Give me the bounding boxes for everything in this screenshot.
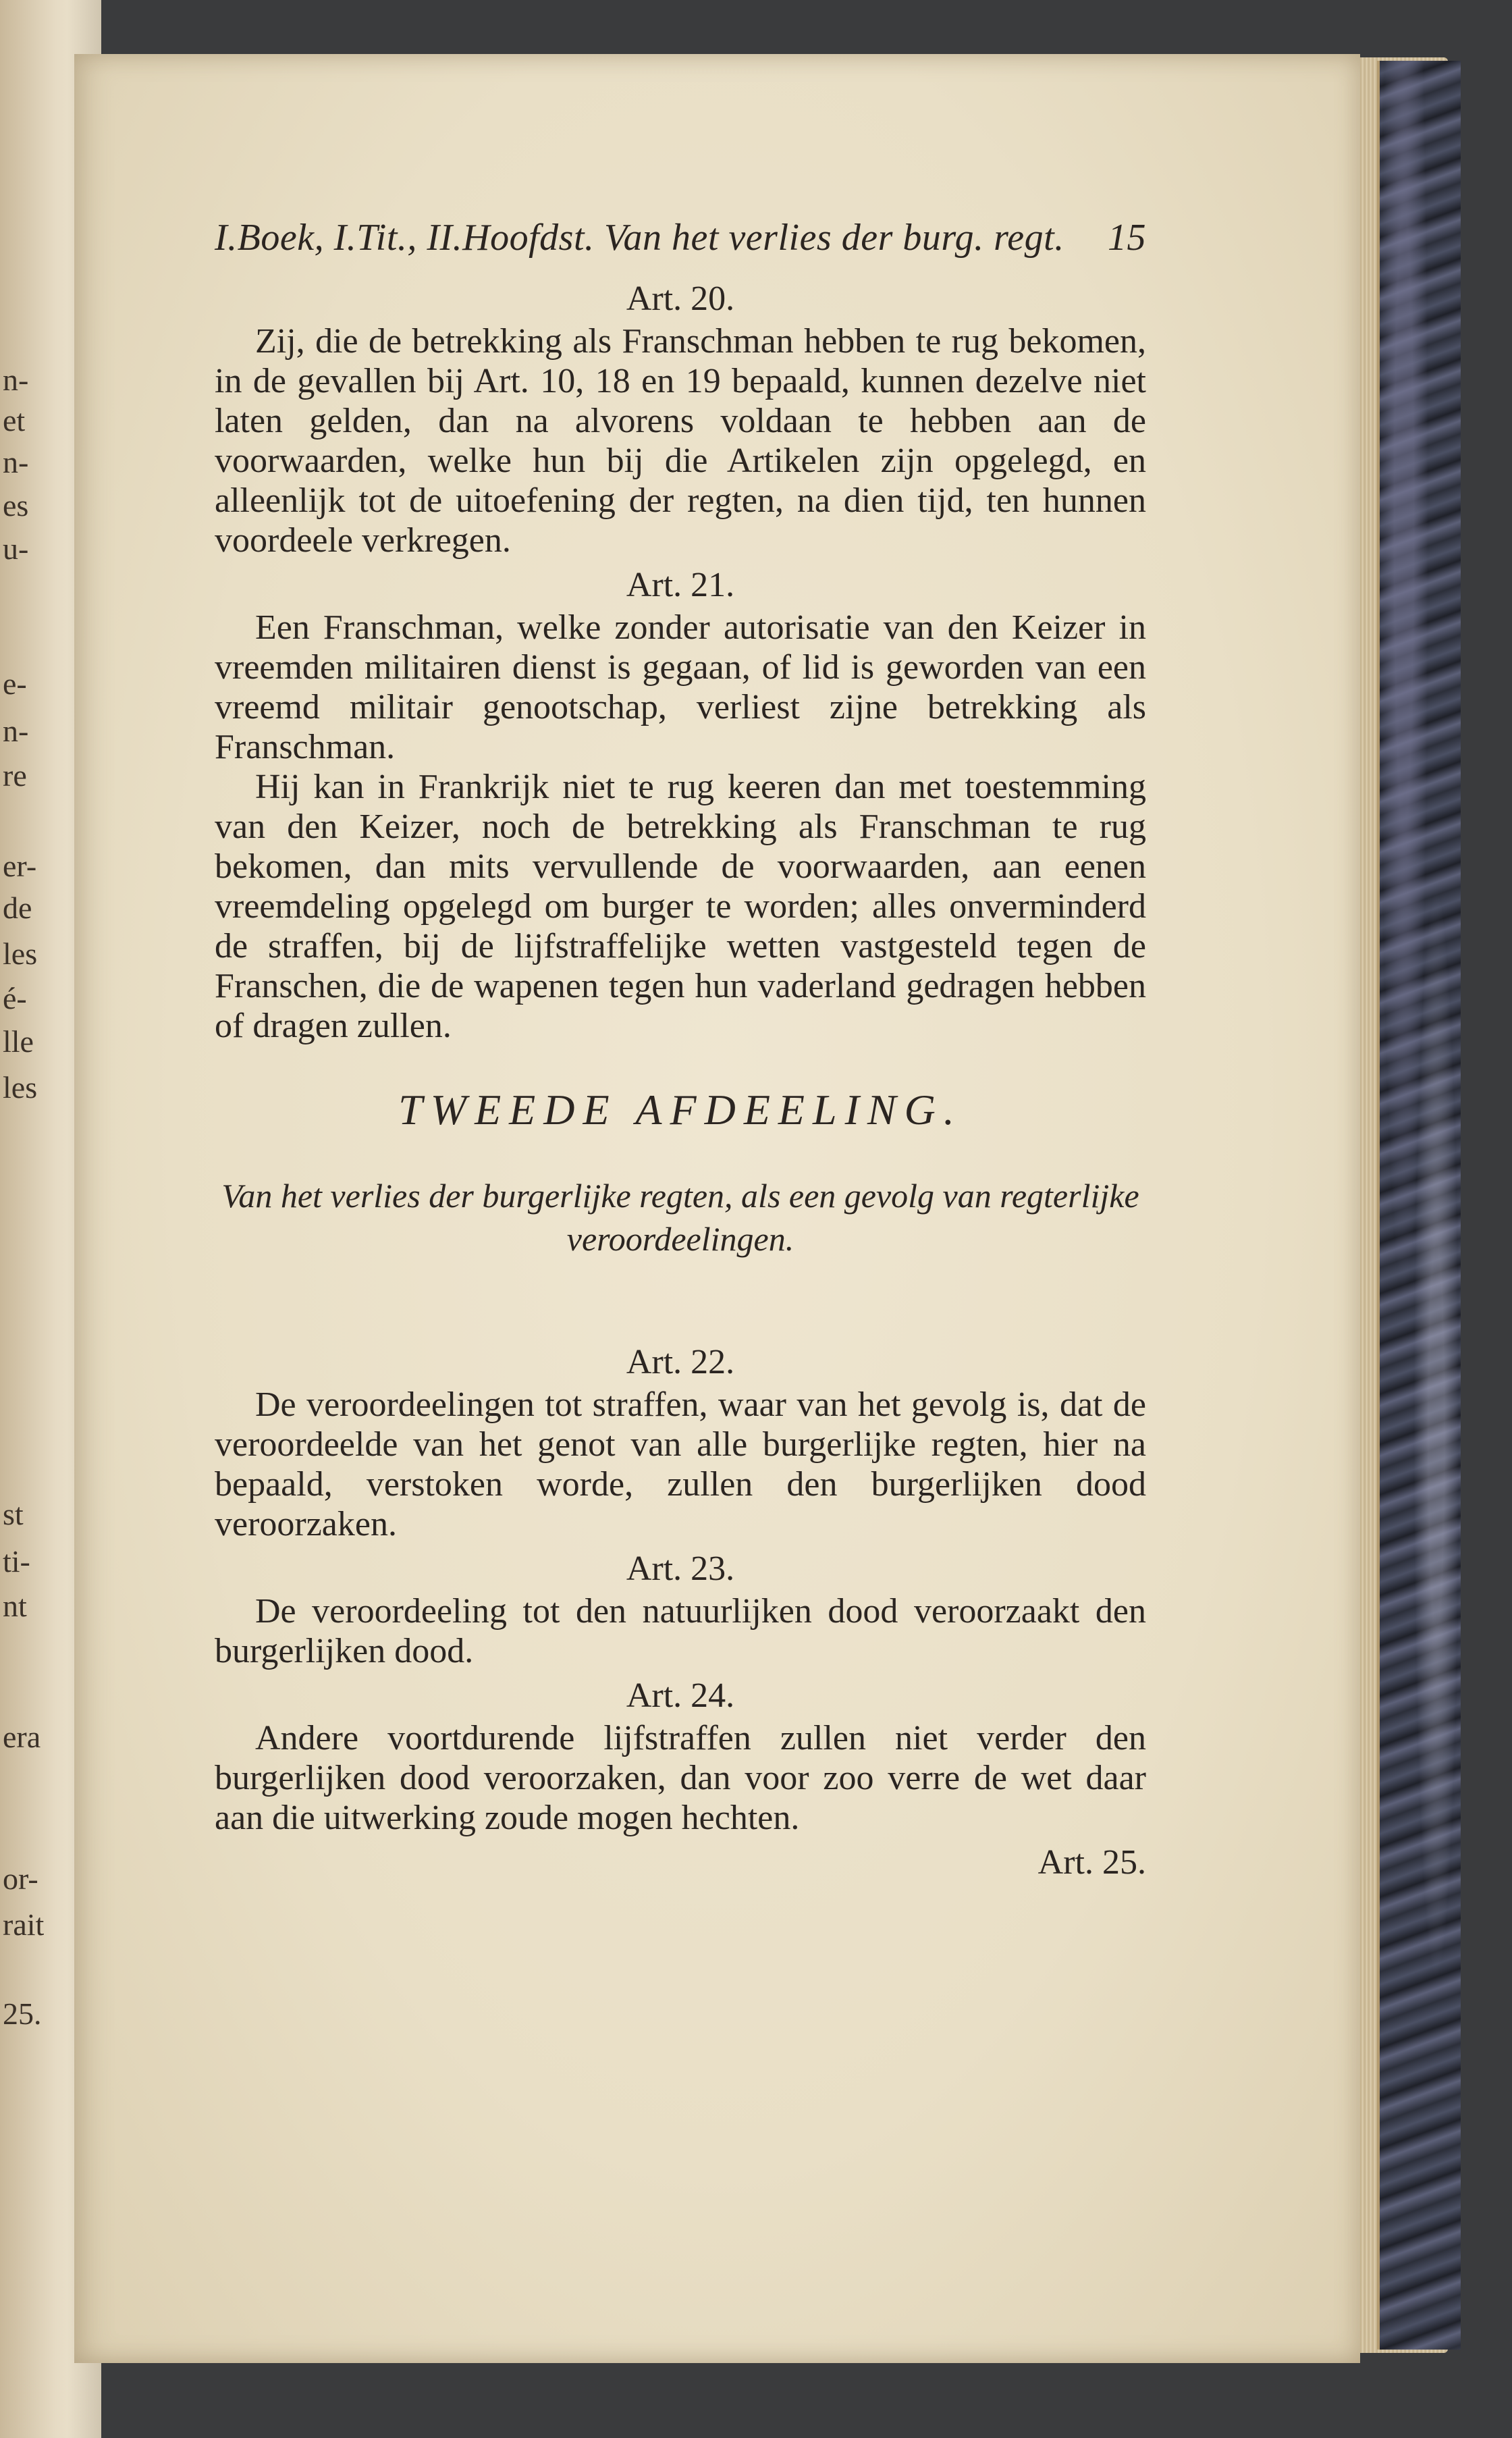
article-paragraph: De veroordeelingen tot straffen, waar van het gevolg is, dat de veroordeelde van het genot van alle burgerlijke regten, hier na bepaald, verstoken worde, zullen den burgerlijken dood veroorzaken. xyxy=(215,1385,1146,1543)
article-paragraph: Andere voortdurende lijfstraffen zullen niet verder den burgerlijken dood veroorzaken, dan voor zoo verre de wet daar aan die uitwerking zoude mogen hechten. xyxy=(215,1719,1146,1837)
fragment: n- xyxy=(3,714,29,748)
running-title: I.Boek, I.Tit., II.Hoofdst. Van het verlies der burg. regt. xyxy=(215,217,1064,259)
article-paragraph: Hij kan in Frankrijk niet te rug keeren dan met toestemming van den Keizer, noch de betrekking als Franschman te rug bekomen, dan mits vervullende de voorwaarden, aan eenen vreemdeling opgelegd om burger te worden; alles onverminderd de straffen, bij de lijfstraffelijke wetten vastgesteld tegen de Franschen, die de wapenen tegen hun vaderland gedragen hebben of dragen zullen. xyxy=(215,768,1146,1045)
article-heading: Art. 20. xyxy=(626,280,735,318)
article-paragraph: De veroordeeling tot den natuurlijken dood veroorzaakt den burgerlijken dood. xyxy=(215,1592,1146,1670)
fragment: 25. xyxy=(3,1996,42,2031)
page-text xyxy=(215,216,1146,1885)
fragment: de xyxy=(3,891,32,925)
section-title: TWEEDE AFDEELING. xyxy=(398,1086,963,1134)
fragment: er- xyxy=(3,849,37,883)
article-heading: Art. 22. xyxy=(626,1343,735,1381)
fragment: n- xyxy=(3,445,29,479)
running-header xyxy=(215,216,1146,259)
fragment: et xyxy=(3,403,26,438)
fragment: les xyxy=(3,1070,38,1105)
fragment: or- xyxy=(3,1861,38,1896)
article-paragraph: Zij, die de betrekking als Franschman hebben te rug bekomen, in de gevallen bij Art. 10, 18 en 19 bepaald, kunnen dezelve niet laten gelden, dan na alvorens voldaan te hebben aan de voorwaarden, welke hun bij die Artikelen zijn opgelegd, en alleenlijk tot de uitoefening der regten, na dien tijd, ten hunnen voordeele verkregen. xyxy=(215,322,1146,560)
fragment: n- xyxy=(3,363,29,397)
catchword: Art. 25. xyxy=(1037,1843,1146,1882)
page-number: 15 xyxy=(1108,217,1146,259)
fragment: u- xyxy=(3,531,29,566)
fragment: les xyxy=(3,936,38,971)
fragment: era xyxy=(3,1720,41,1754)
marbled-cover xyxy=(1377,61,1461,2350)
article-heading: Art. 23. xyxy=(626,1549,735,1588)
fragment: st xyxy=(3,1497,24,1531)
fragment: es xyxy=(3,488,29,523)
article-heading: Art. 21. xyxy=(626,566,735,604)
fragment: rait xyxy=(3,1907,45,1942)
article-heading: Art. 24. xyxy=(626,1676,735,1715)
fragment: ti- xyxy=(3,1544,30,1579)
article-paragraph: Een Franschman, welke zonder autorisatie van den Keizer in vreemden militairen dienst is gegaan, of lid is geworden van een vreemd militair genootschap, verliest zijne betrekking als Franschman. xyxy=(215,608,1146,766)
section-subtitle: Van het verlies der burgerlijke regten, als een gevolg van regterlijke veroordeelingen. xyxy=(221,1177,1139,1258)
fragment: é- xyxy=(3,981,27,1015)
fragment: lle xyxy=(3,1024,34,1059)
fragment: e- xyxy=(3,666,27,701)
fragment: nt xyxy=(3,1589,27,1623)
fragment: re xyxy=(3,758,27,793)
